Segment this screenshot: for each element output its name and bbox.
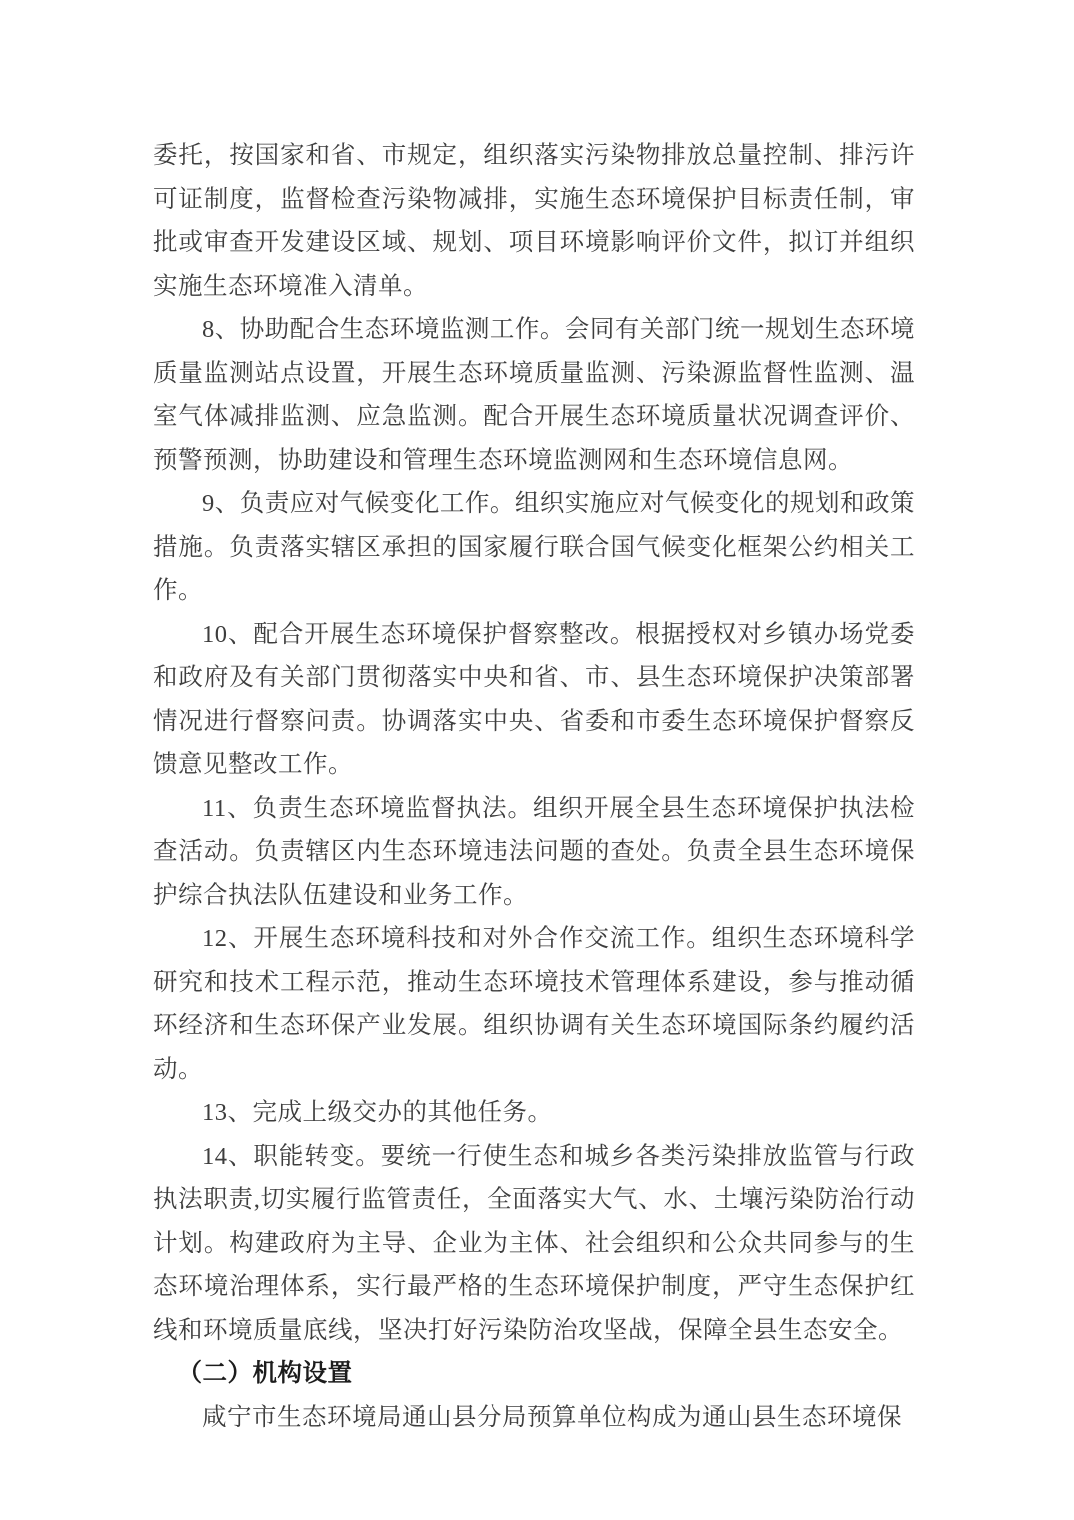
paragraph-item-10: 10、配合开展生态环境保护督察整改。根据授权对乡镇办场党委和政府及有关部门贯彻落实中央和省、市、县生态环境保护决策部署情况进行督察问责。协调落实中央、省委和市委生态环境保护督察反馈意见整改工作。 bbox=[153, 620, 915, 778]
paragraph-budget-unit: 咸宁市生态环境局通山县分局预算单位构成为通山县生态环境保 bbox=[202, 1403, 902, 1431]
paragraph-item-13: 13、完成上级交办的其他任务。 bbox=[202, 1099, 553, 1126]
document-content bbox=[153, 134, 915, 1439]
paragraph-item-12: 12、开展生态环境科技和对外合作交流工作。组织生态环境科学研究和技术工程示范，推动生态环境技术管理体系建设，参与推动循环经济和生态环保产业发展。组织协调有关生态环境国际条约履约活动。 bbox=[153, 925, 915, 1083]
section-heading-organization-setup: （二）机构设置 bbox=[177, 1360, 353, 1387]
paragraph-item-11: 11、负责生态环境监督执法。组织开展全县生态环境保护执法检查活动。负责辖区内生态环境违法问题的查处。负责全县生态环境保护综合执法队伍建设和业务工作。 bbox=[153, 794, 915, 909]
paragraph-item-14: 14、职能转变。要统一行使生态和城乡各类污染排放监管与行政执法职责,切实履行监管责任，全面落实大气、水、土壤污染防治行动计划。构建政府为主导、企业为主体、社会组织和公众共同参与的生态环境治理体系，实行最严格的生态环境保护制度，严守生态保护红线和环境质量底线，坚决打好污染防治攻坚战，保障全县生态安全。 bbox=[153, 1142, 915, 1344]
paragraph-item-8: 8、协助配合生态环境监测工作。会同有关部门统一规划生态环境质量监测站点设置，开展生态环境质量监测、污染源监督性监测、温室气体减排监测、应急监测。配合开展生态环境质量状况调查评价、预警预测，协助建设和管理生态环境监测网和生态环境信息网。 bbox=[153, 316, 915, 474]
paragraph-item-9: 9、负责应对气候变化工作。组织实施应对气候变化的规划和政策措施。负责落实辖区承担的国家履行联合国气候变化框架公约相关工作。 bbox=[153, 490, 915, 604]
paragraph-continuation: 委托，按国家和省、市规定，组织落实污染物排放总量控制、排污许可证制度，监督检查污染物减排，实施生态环境保护目标责任制，审批或审查开发建设区域、规划、项目环境影响评价文件，拟订并组织实施生态环境准入清单。 bbox=[153, 142, 915, 300]
